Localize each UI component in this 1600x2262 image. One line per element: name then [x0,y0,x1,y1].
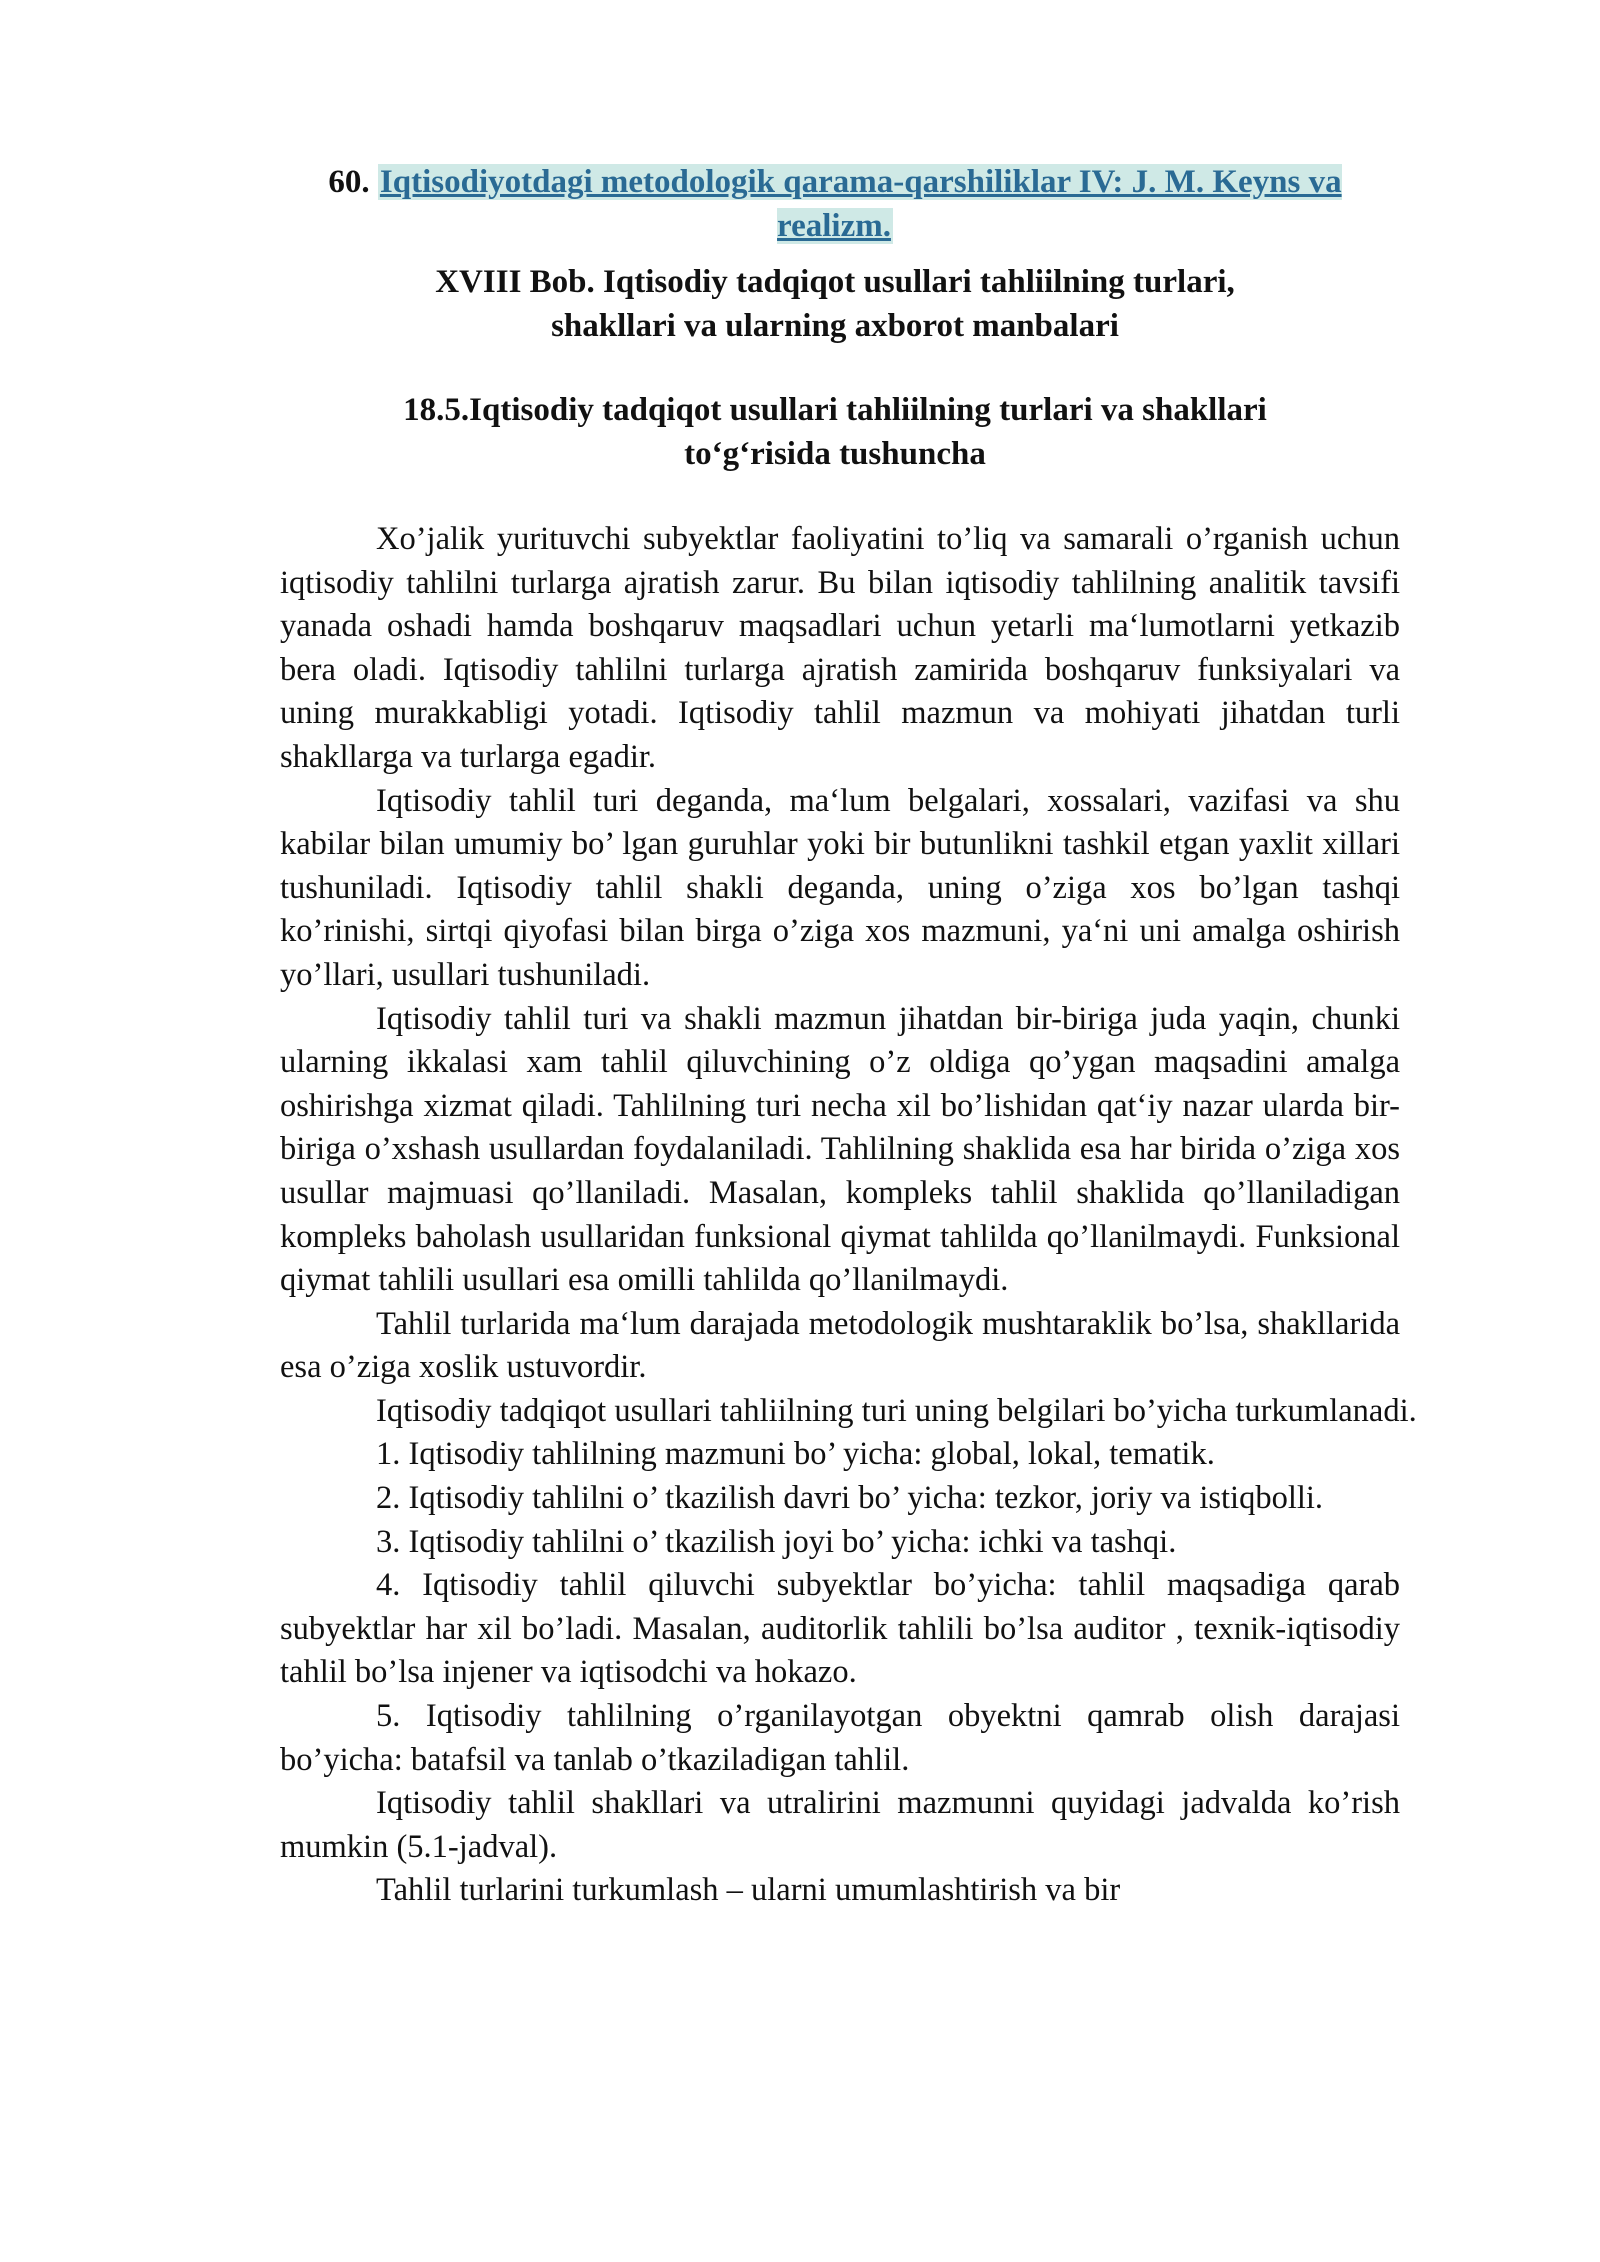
body-text [280,518,1417,1913]
heading-number: 60. [328,164,370,200]
chapter-title [280,260,1390,348]
list-item: 4. Iqtisodiy tahlil qiluvchi subyektlar bo’yicha: tahlil maqsadiga qarab subyektlar har xil bo’ladi. Masalan, auditorlik tahlili bo’lsa auditor , texnik-iqtisodiy tahlil bo’lsa injener va iqtisodchi va hokazo. [280,1567,1400,1691]
list-item: 2. Iqtisodiy tahlilni o’ tkazilish davri bo’ yicha: tezkor, joriy va istiqbolli. [376,1480,1324,1517]
paragraph: Iqtisodiy tahlil turi va shakli mazmun jihatdan bir-biriga juda yaqin, chunki ularning ikkalasi xam tahlil qiluvchining o’z oldiga qo’ygan maqsadini amalga oshirishga xizmat qiladi. Tahlilning turi necha xil bo’lishidan qat‘iy nazar ularda bir- biriga o’xshash usullardan foydalaniladi. Tahlilning shaklida esa har birida o’ziga xos usullar majmuasi qo’llaniladi. Masalan, kompleks tahlil shaklida qo’llaniladigan kompleks baholash usullaridan funksional qiymat tahlilda qo’llanilmaydi. Funksional qiymat tahlili usullari esa omilli tahlilda qo’llanilmaydi. [280,1000,1400,1299]
paragraph: Xo’jalik yurituvchi subyektlar faoliyatini to’liq va samarali o’rganish uchun iqtisodiy tahlilni turlarga ajratish zarur. Bu bilan iqtisodiy tahlilning analitik tavsifi yanada oshadi hamda boshqaruv maqsadlari uchun yetarli ma‘lumotlarni yetkazib bera oladi. Iqtisodiy tahlilni turlarga ajratish zamirida boshqaruv funksiyalari va uning murakkabligi yotadi. Iqtisodiy tahlil mazmun va mohiyati jihatdan turli shakllarga va turlarga egadir. [280,521,1400,775]
list-item: 5. Iqtisodiy tahlilning o’rganilayotgan obyektni qamrab olish darajasi bo’yicha: batafsil va tanlab o’tkaziladigan tahlil. [280,1698,1400,1778]
chapter-title-line-1: XVIII Bob. Iqtisodiy tadqiqot usullari tahliilning turlari, [435,264,1235,300]
paragraph: Iqtisodiy tahlil turi deganda, ma‘lum belgalari, xossalari, vazifasi va shu kabilar bilan umumiy bo’ lgan guruhlar yoki bir butunlikni tashkil etgan yaxlit xillari tushuniladi. Iqtisodiy tahlil shakli deganda, uning o’ziga xos bo’lgan tashqi ko’rinishi, sirtqi qiyofasi bilan birga o’ziga xos mazmuni, ya‘ni uni amalga oshirish yo’llari, usullari tushuniladi. [280,782,1400,993]
paragraph: Iqtisodiy tahlil shakllari va utralirini mazmunni quyidagi jadvalda ko’rish mumkin (5.1-jadval). [280,1785,1400,1865]
section-title-line-2: to‘g‘risida tushuncha [684,436,986,472]
document-heading [280,160,1390,248]
paragraph: Tahlil turlarida ma‘lum darajada metodologik mushtaraklik bo’lsa, shakllarida esa o’ziga xoslik ustuvordir. [280,1305,1400,1386]
list-item: 3. Iqtisodiy tahlilni o’ tkazilish joyi bo’ yicha: ichki va tashqi. [376,1523,1177,1560]
chapter-title-line-2: shakllari va ularning axborot manbalari [551,308,1119,344]
list-item: 1. Iqtisodiy tahlilning mazmuni bo’ yicha: global, lokal, tematik. [376,1436,1215,1473]
section-title [280,388,1390,476]
paragraph: Iqtisodiy tadqiqot usullari tahliilning turi uning belgilari bo’yicha turkumlanadi. [376,1392,1417,1429]
heading-link[interactable]: Iqtisodiyotdagi metodologik qarama-qarshiliklar IV: J. M. Keyns va realizm. [379,164,1342,244]
section-title-line-1: 18.5.Iqtisodiy tadqiqot usullari tahliilning turlari va shakllari [403,392,1267,428]
paragraph: Tahlil turlarini turkumlash – ularni umumlashtirish va bir [376,1872,1121,1909]
